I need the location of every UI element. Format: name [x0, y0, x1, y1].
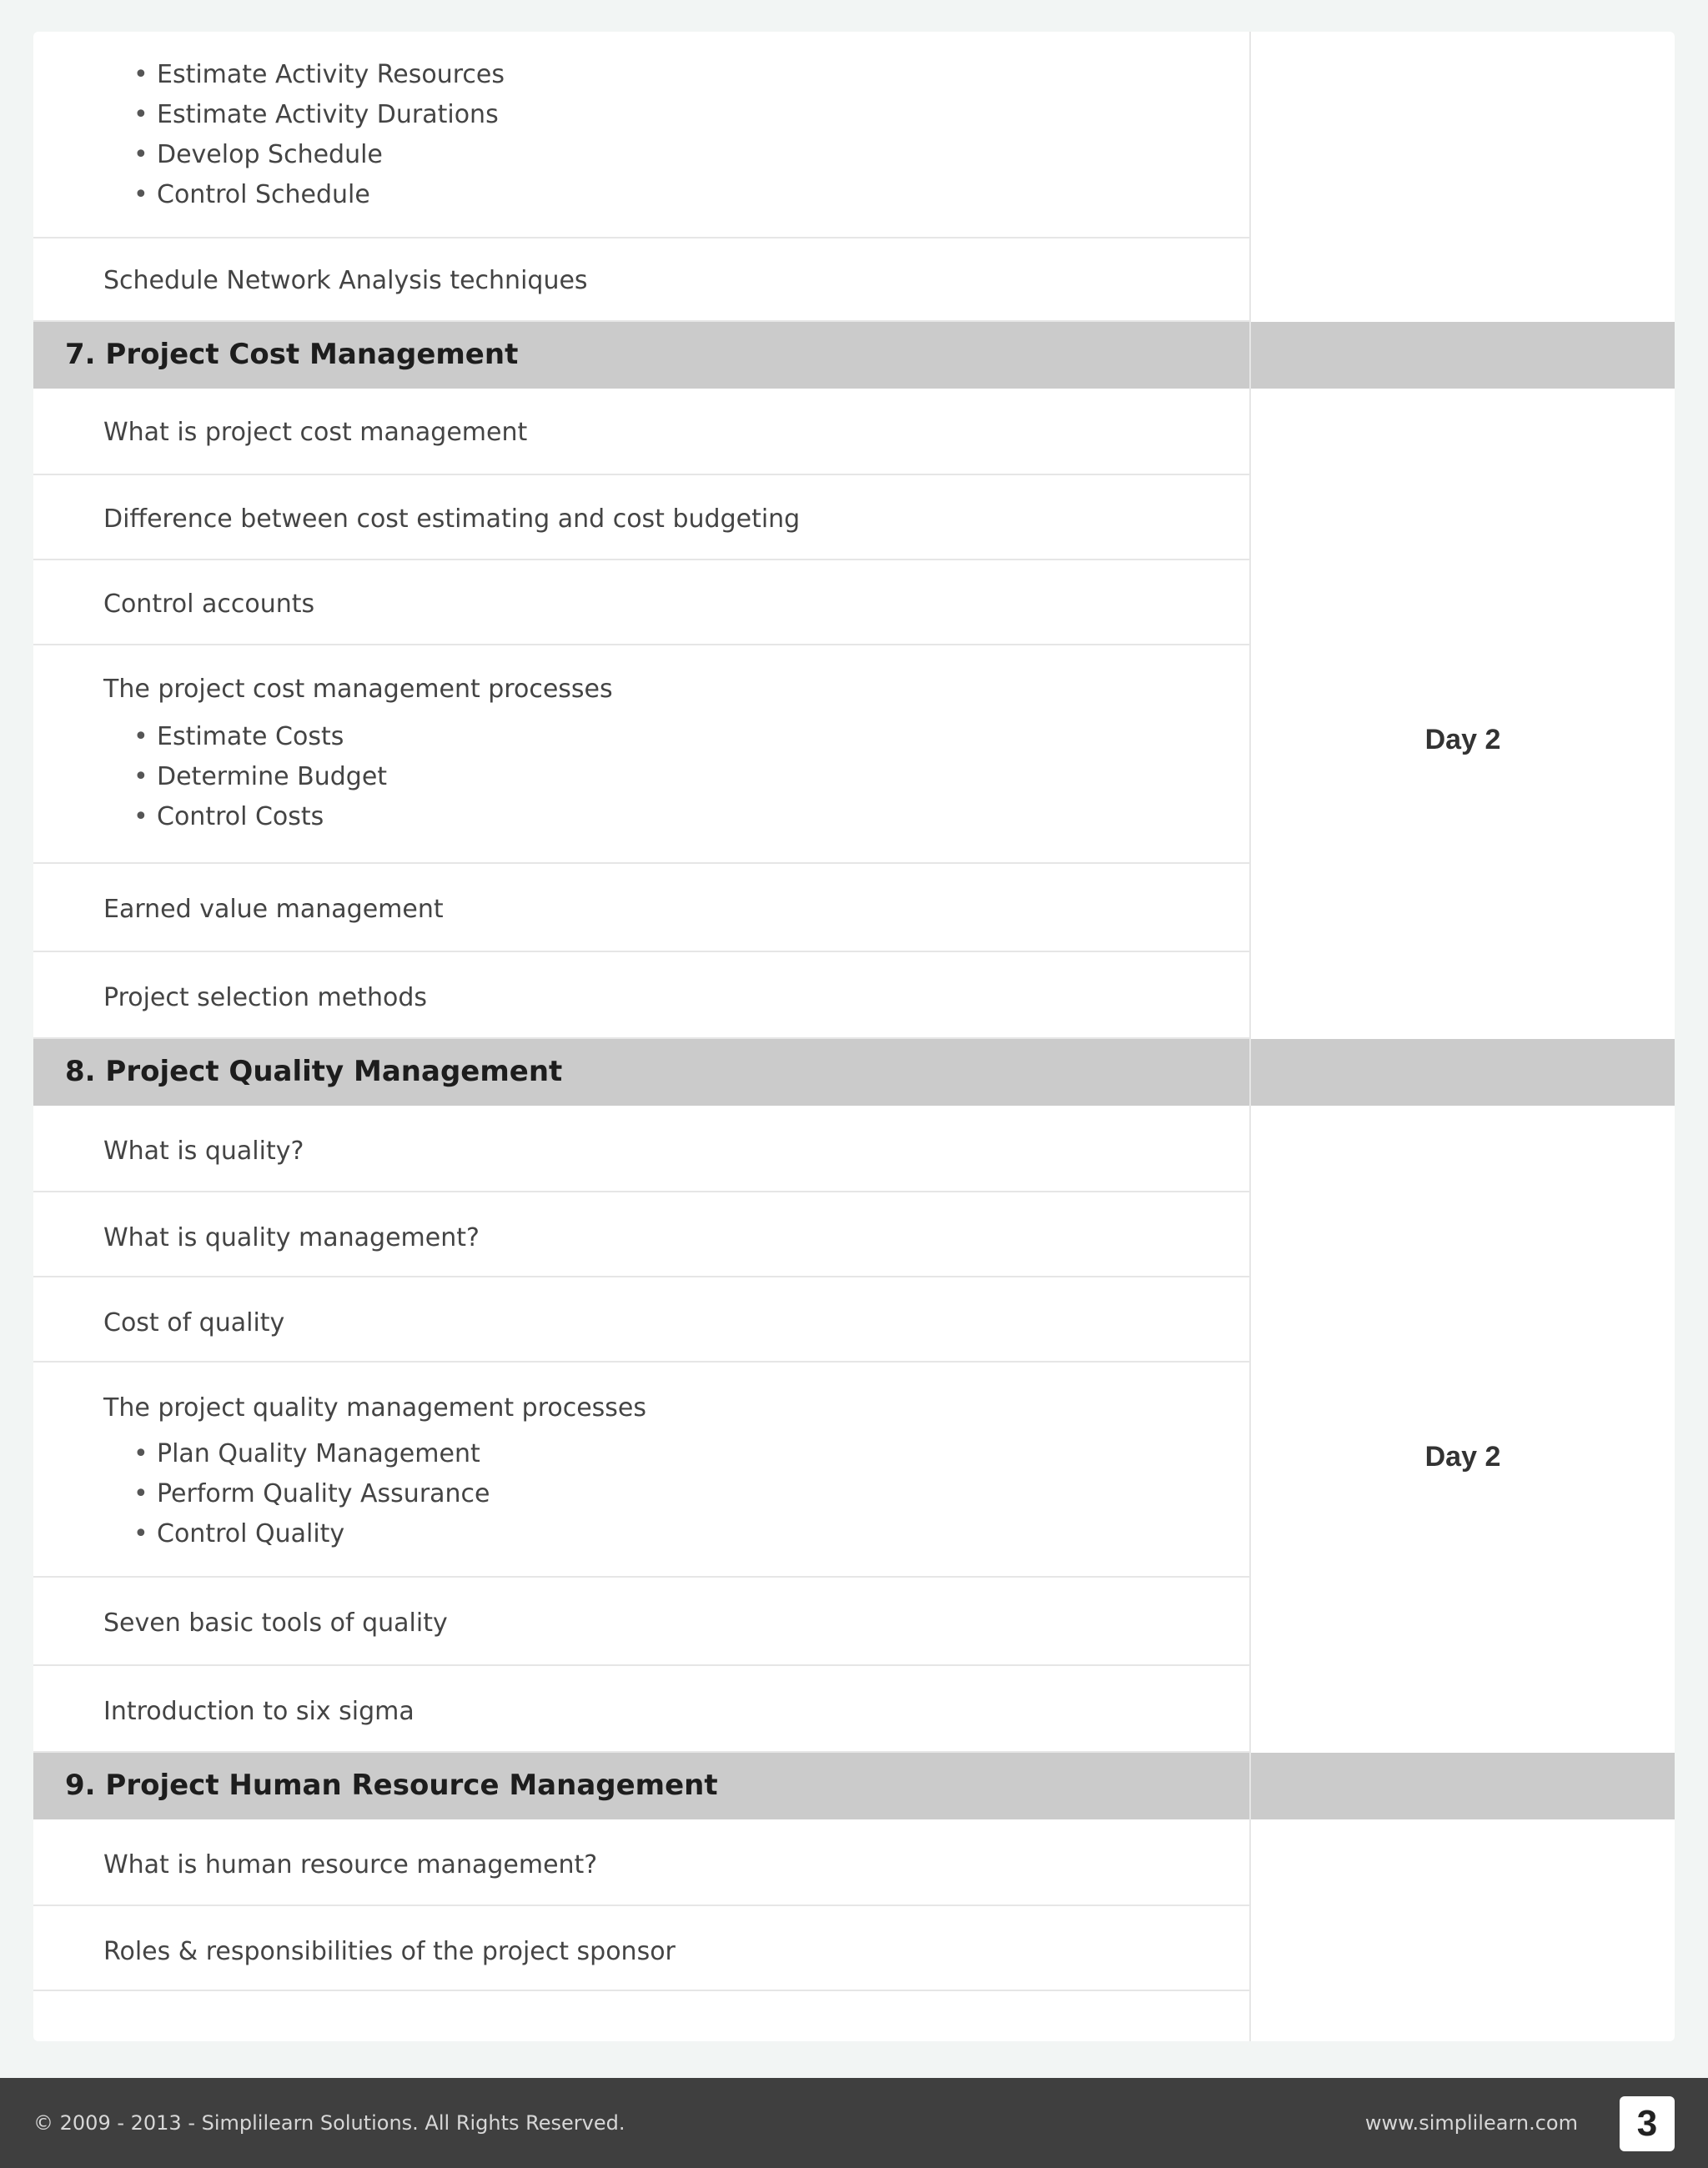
row-text: What is quality?: [103, 1137, 304, 1166]
row-text: Roles & responsibilities of the project sponsor: [103, 1937, 676, 1966]
list-item: • Plan Quality Management: [133, 1434, 490, 1474]
table-row: [33, 238, 1249, 322]
row-text: Earned value management: [103, 895, 444, 924]
list-item: • Develop Schedule: [133, 135, 505, 175]
row-text: What is human resource management?: [103, 1850, 598, 1879]
table-row: [33, 1666, 1249, 1753]
column-divider: [1249, 1753, 1251, 1819]
section-header: [33, 1039, 1675, 1106]
bullet-list: [133, 55, 505, 215]
table-row: [33, 32, 1249, 238]
day-label: Day 2: [1424, 1441, 1501, 1473]
table-row: [33, 952, 1249, 1039]
table-row: [33, 1277, 1249, 1363]
page-number: 3: [1620, 2096, 1675, 2151]
column-divider: [1249, 322, 1251, 389]
bullet-list: [133, 1434, 490, 1554]
row-text: Cost of quality: [103, 1308, 285, 1337]
list-item: • Determine Budget: [133, 757, 387, 797]
list-item: • Estimate Activity Resources: [133, 55, 505, 95]
row-text: Control accounts: [103, 590, 315, 619]
table-row: [33, 645, 1249, 864]
table-row: [33, 475, 1249, 560]
row-text: Difference between cost estimating and cost budgeting: [103, 504, 801, 534]
table-row: [33, 1363, 1249, 1578]
table-row: [33, 1192, 1249, 1277]
list-item: • Control Quality: [133, 1514, 490, 1554]
row-text: Introduction to six sigma: [103, 1697, 414, 1726]
table-row: [33, 1578, 1249, 1666]
section-title: 7. Project Cost Management: [65, 338, 519, 371]
table-row: [33, 1819, 1249, 1906]
list-item: • Estimate Activity Durations: [133, 95, 505, 135]
syllabus-table: [33, 32, 1675, 2041]
row-text: Project selection methods: [103, 983, 428, 1012]
table-row: [33, 560, 1249, 645]
list-item: • Control Schedule: [133, 175, 505, 215]
table-row: [33, 864, 1249, 952]
row-text: What is project cost management: [103, 418, 528, 447]
copyright-text: © 2009 - 2013 - Simplilearn Solutions. All Rights Reserved.: [33, 2111, 625, 2135]
list-item: • Control Costs: [133, 797, 387, 837]
page-footer: [0, 2078, 1708, 2168]
section-header: [33, 322, 1675, 389]
section-title: 9. Project Human Resource Management: [65, 1769, 718, 1802]
table-row: [33, 1106, 1249, 1192]
row-text: The project quality management processes: [103, 1393, 647, 1423]
row-text: Seven basic tools of quality: [103, 1608, 448, 1638]
table-row: [33, 389, 1249, 475]
row-text: The project cost management processes: [103, 675, 613, 704]
bullet-list: [133, 717, 387, 837]
website-link[interactable]: www.simplilearn.com: [1364, 2111, 1578, 2135]
row-text: What is quality management?: [103, 1223, 480, 1252]
row-text: Schedule Network Analysis techniques: [103, 266, 588, 295]
list-item: • Estimate Costs: [133, 717, 387, 757]
section-title: 8. Project Quality Management: [65, 1055, 563, 1088]
day-label: Day 2: [1424, 724, 1501, 755]
section-header: [33, 1753, 1675, 1819]
column-divider: [1249, 1039, 1251, 1106]
table-row: [33, 1906, 1249, 1991]
list-item: • Perform Quality Assurance: [133, 1474, 490, 1514]
